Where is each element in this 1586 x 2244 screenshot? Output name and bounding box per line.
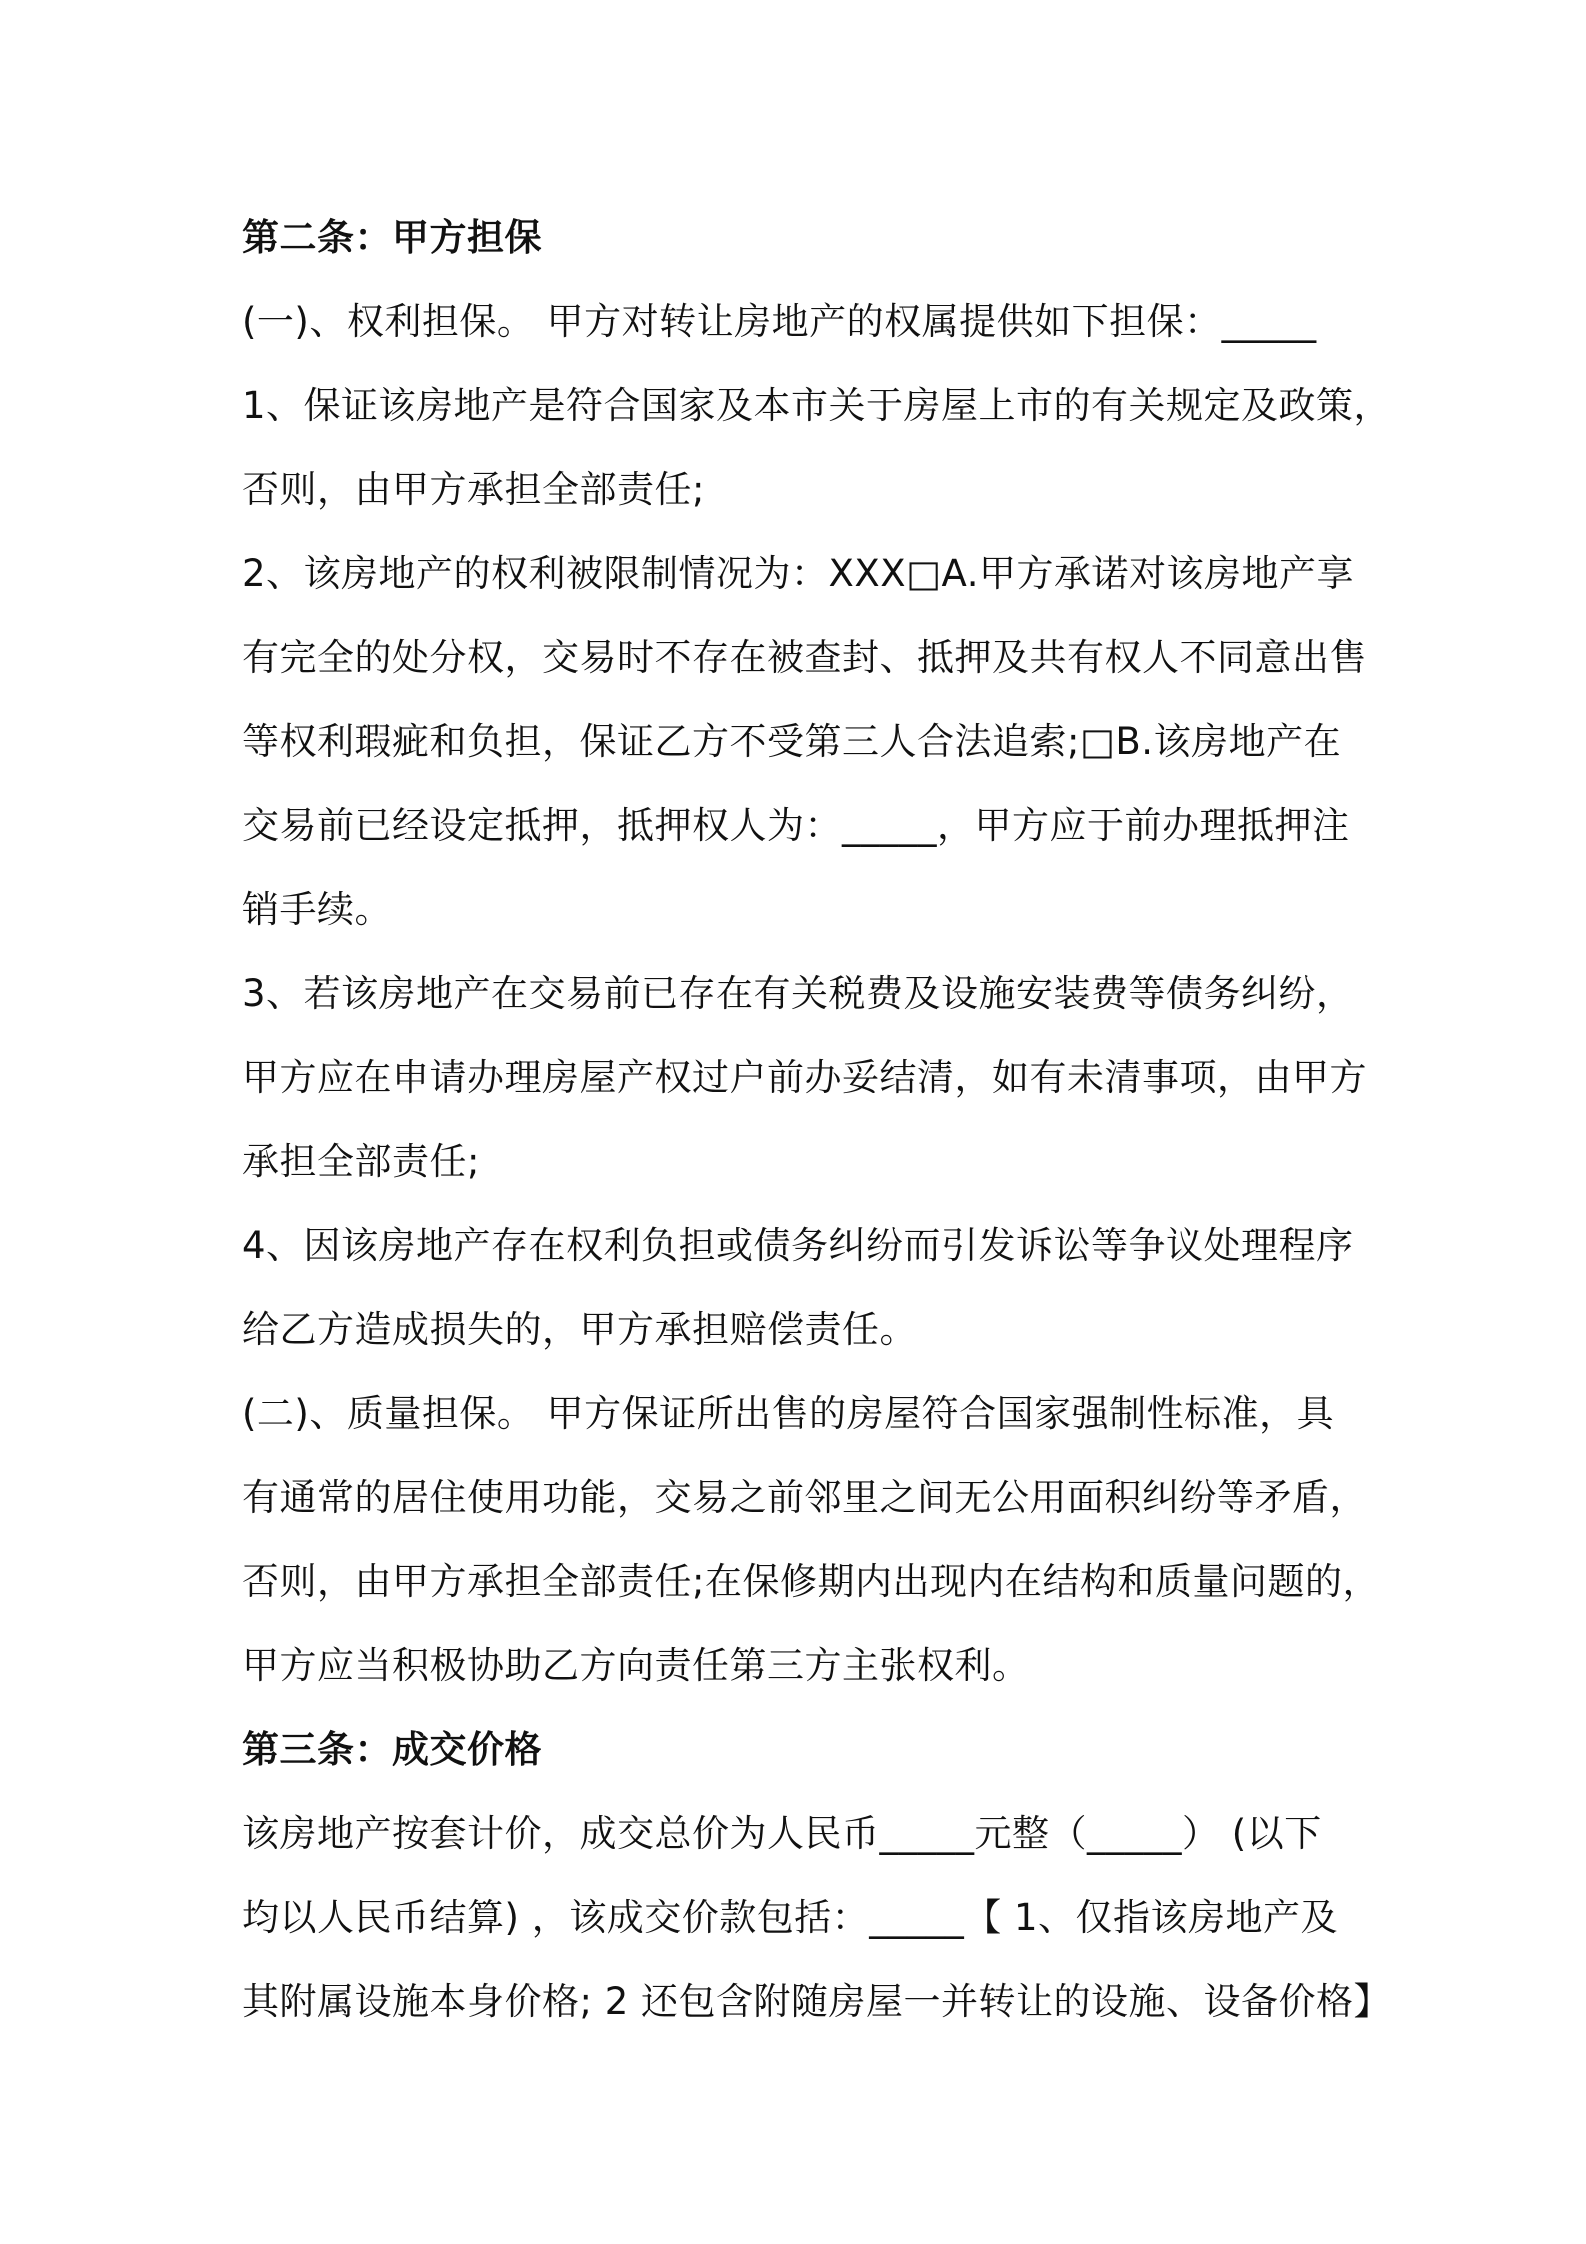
clause-2-line-5: 销手续。 (242, 888, 392, 931)
price-line-1: 该房地产按套计价，成交总价为人民币_____元整（_____） (以下 (242, 1812, 1322, 1855)
clause-3-line-3: 承担全部责任; (242, 1140, 480, 1183)
rights-guarantee-line-1: (一)、权利担保。 甲方对转让房地产的权属提供如下担保：_____ (242, 300, 1317, 343)
clause-3-line-2: 甲方应在申请办理房屋产权过户前办妥结清，如有未清事项，由甲方 (242, 1056, 1367, 1099)
quality-guarantee-line-1: (二)、质量担保。 甲方保证所出售的房屋符合国家强制性标准，具 (242, 1392, 1335, 1435)
clause-2-line-4: 交易前已经设定抵押，抵押权人为：_____，甲方应于前办理抵押注 (242, 804, 1350, 847)
clause-4-line-1: 4、因该房地产存在权利负担或债务纠纷而引发诉讼等争议处理程序 (242, 1224, 1354, 1267)
clause-2-line-1: 2、该房地产的权利被限制情况为：XXX□A.甲方承诺对该房地产享 (242, 552, 1354, 595)
price-line-3: 其附属设施本身价格; 2 还包含附随房屋一并转让的设施、设备价格】 (242, 1980, 1392, 2023)
clause-1-line-2: 否则，由甲方承担全部责任; (242, 468, 705, 511)
document-body (242, 196, 1392, 2044)
quality-guarantee-line-2: 有通常的居住使用功能，交易之前邻里之间无公用面积纠纷等矛盾， (242, 1476, 1367, 1519)
clause-2-line-2: 有完全的处分权，交易时不存在被查封、抵押及共有权人不同意出售 (242, 636, 1367, 679)
quality-guarantee-line-3: 否则，由甲方承担全部责任;在保修期内出现内在结构和质量问题的， (242, 1560, 1380, 1603)
price-line-2: 均以人民币结算) ，该成交价款包括：_____【 1、仅指该房地产及 (242, 1896, 1338, 1939)
quality-guarantee-line-4: 甲方应当积极协助乙方向责任第三方主张权利。 (242, 1644, 1030, 1687)
clause-1-line-1: 1、保证该房地产是符合国家及本市关于房屋上市的有关规定及政策， (242, 384, 1392, 427)
clause-2-line-3: 等权利瑕疵和负担，保证乙方不受第三人合法追索;□B.该房地产在 (242, 720, 1342, 763)
clause-4-line-2: 给乙方造成损失的，甲方承担赔偿责任。 (242, 1308, 917, 1351)
article-2-heading: 第二条：甲方担保 (242, 216, 542, 259)
clause-3-line-1: 3、若该房地产在交易前已存在有关税费及设施安装费等债务纠纷， (242, 972, 1354, 1015)
article-3-heading: 第三条：成交价格 (242, 1728, 542, 1771)
